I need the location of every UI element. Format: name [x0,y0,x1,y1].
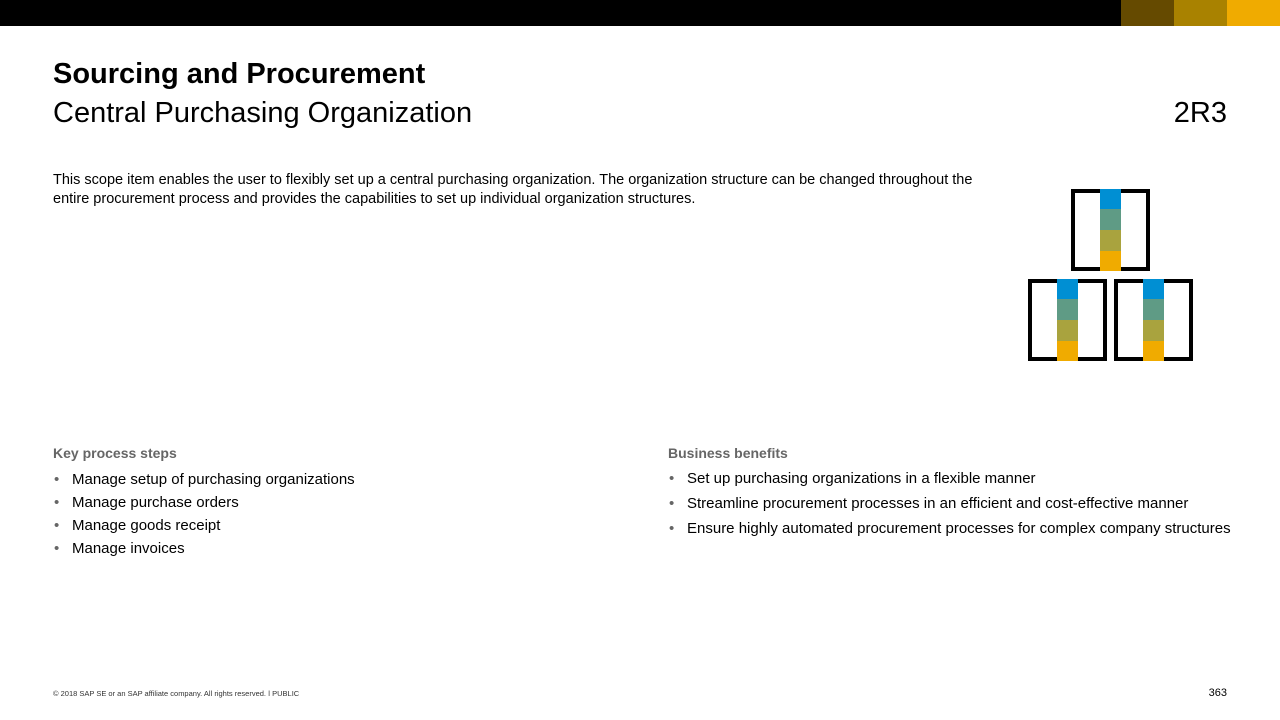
key-steps-heading: Key process steps [53,445,177,461]
color-block-blue [1143,279,1164,299]
list-item: • Manage setup of purchasing organizations [53,470,613,490]
list-item: • Streamline procurement processes in an efficient and cost-effective manner [668,494,1238,514]
page-number: 363 [1208,687,1227,699]
list-item: • Ensure highly automated procurement processes for complex company structures [668,519,1238,539]
color-block-teal [1143,299,1164,320]
list-item: • Set up purchasing organizations in a flexible manner [668,469,1238,489]
color-block-gold [1057,341,1078,361]
key-steps-list [53,470,613,562]
org-structure-icon [1020,180,1210,370]
benefits-list [668,469,1238,544]
list-item: • Manage invoices [53,539,613,559]
list-item: • Manage purchase orders [53,493,613,513]
accent-segment-dark [1121,0,1174,26]
color-block-blue [1100,189,1121,209]
accent-segment-gold [1227,0,1280,26]
accent-segment-medium [1174,0,1227,26]
benefits-heading: Business benefits [668,445,788,461]
color-block-blue [1057,279,1078,299]
list-item: • Manage goods receipt [53,516,613,536]
color-block-gold [1100,251,1121,271]
scope-item-code: 2R3 [1173,97,1227,129]
page-subtitle: Central Purchasing Organization [53,97,473,129]
copyright-footer: © 2018 SAP SE or an SAP affiliate company. All rights reserved. ǀ PUBLIC [53,689,300,698]
color-block-gold [1143,341,1164,361]
color-block-olive [1057,320,1078,341]
page-title: Sourcing and Procurement [53,58,426,90]
top-accent-bar [0,0,1280,26]
color-block-olive [1143,320,1164,341]
color-block-teal [1057,299,1078,320]
color-block-olive [1100,230,1121,251]
color-block-teal [1100,209,1121,230]
scope-description: This scope item enables the user to flexibly set up a central purchasing organization. The organization structure can be changed throughout the entire procurement process and provides the capabilities to set up individual organization structures. [53,172,973,207]
